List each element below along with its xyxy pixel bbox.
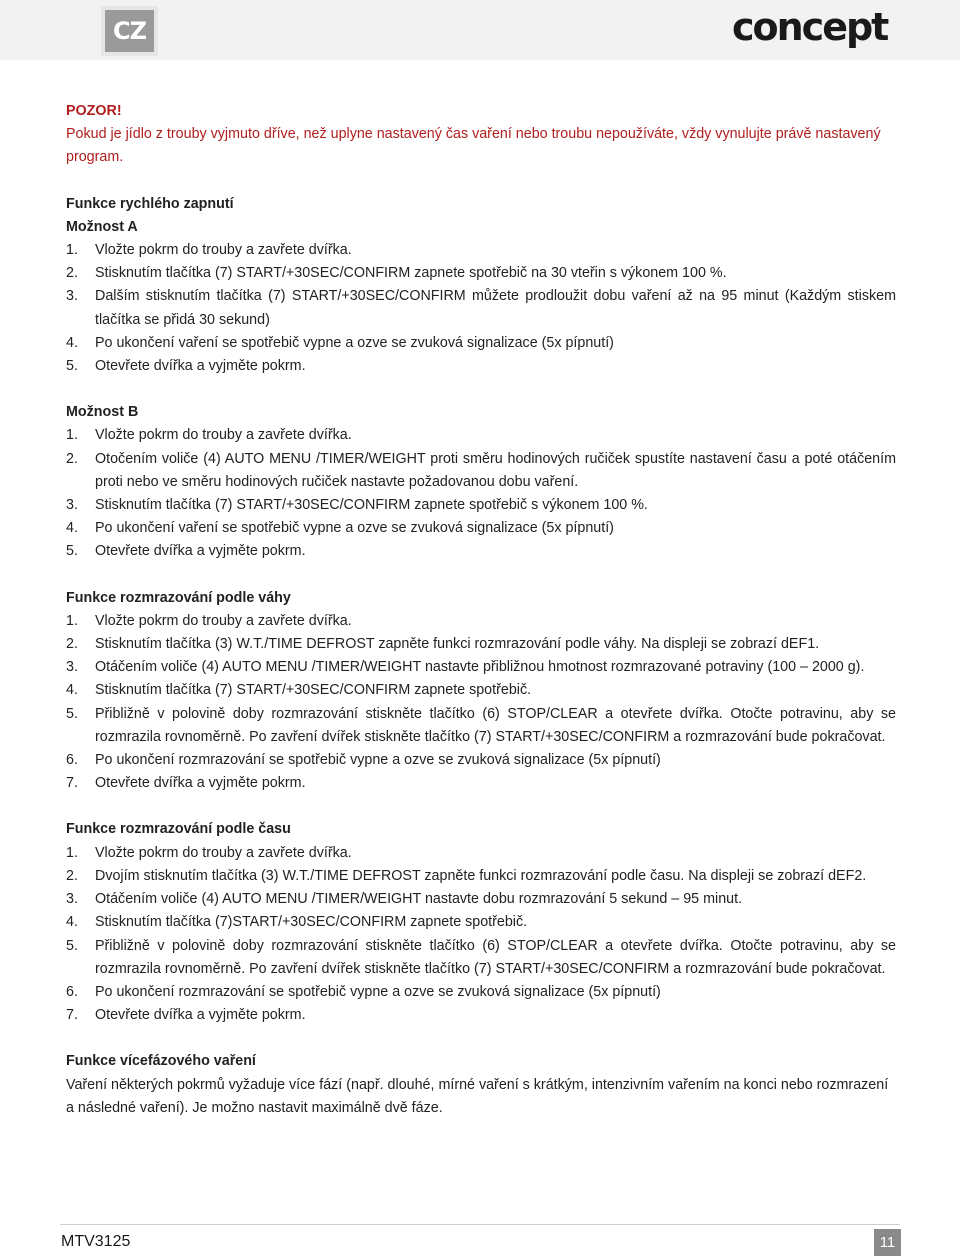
step-text: Po ukončení vaření se spotřebič vypne a ozve se zvuková signalizace (5x pípnutí) [95,334,614,351]
step-text: Otevřete dvířka a vyjměte pokrm. [95,543,306,560]
defrost-time-steps [66,842,896,1028]
manual-content [66,100,896,1120]
step-item [66,772,896,795]
step-item [66,540,896,563]
option-a-steps [66,239,896,378]
option-b-title: Možnost B [66,404,139,421]
step-item [66,494,896,517]
step-item [66,842,896,865]
step-number: 5. [66,358,78,375]
step-number: 1. [66,427,78,444]
step-text: Dalším stisknutím tlačítka (7) START/+30SEC/CONFIRM můžete prodloužit dobu vaření až na 95 minut (Každým stiskem tlačítka se přidá 30 sekund) [95,288,896,328]
step-number: 2. [66,867,78,884]
page-header [0,0,960,60]
step-item [66,239,896,262]
defrost-time-title: Funkce rozmrazování podle času [66,821,291,838]
step-number: 4. [66,334,78,351]
step-item [66,262,896,285]
step-item [66,424,896,447]
step-text: Otevřete dvířka a vyjměte pokrm. [95,1007,306,1024]
step-number: 1. [66,844,78,861]
defrost-weight-steps [66,610,896,796]
footer-divider [60,1224,900,1225]
step-text: Vložte pokrm do trouby a zavřete dvířka. [95,844,352,861]
step-item [66,285,896,331]
quick-start-title: Funkce rychlého zapnutí [66,195,234,212]
step-number: 3. [66,288,78,305]
step-number: 5. [66,543,78,560]
step-item [66,911,896,934]
option-a-title: Možnost A [66,218,138,235]
language-code: CZ [112,17,146,45]
step-number: 3. [66,497,78,514]
step-text: Otáčením voliče (4) AUTO MENU /TIMER/WEIGHT nastavte přibližnou hmotnost rozmrazované potraviny (100 – 2000 g). [95,659,865,676]
step-item [66,355,896,378]
step-number: 4. [66,682,78,699]
step-number: 3. [66,891,78,908]
step-text: Stisknutím tlačítka (7) START/+30SEC/CONFIRM zapnete spotřebič s výkonem 100 %. [95,497,648,514]
step-item [66,448,896,494]
step-number: 5. [66,937,78,954]
step-number: 7. [66,775,78,792]
step-item [66,633,896,656]
model-number: MTV3125 [61,1233,131,1250]
step-number: 7. [66,1007,78,1024]
step-text: Otočením voliče (4) AUTO MENU /TIMER/WEIGHT proti směru hodinových ručiček spustíte nastavení času a poté otáčením proti nebo ve směru hodinových ručiček nastavte požadovanou dobu vaření. [95,450,896,490]
step-text: Stisknutím tlačítka (7)START/+30SEC/CONFIRM zapnete spotřebič. [95,914,528,931]
step-number: 6. [66,752,78,769]
step-number: 4. [66,520,78,537]
step-text: Stisknutím tlačítka (3) W.T./TIME DEFROST zapněte funkci rozmrazování podle váhy. Na displeji se zobrazí dEF1. [95,636,820,653]
step-item [66,610,896,633]
multistage-text: Vaření některých pokrmů vyžaduje více fází (např. dlouhé, mírné vaření s krátkým, intenzivním vařením na konci nebo rozmrazení a následné vaření). Je možno nastavit maximálně dvě fáze. [66,1076,889,1116]
step-number: 5. [66,705,78,722]
step-item [66,679,896,702]
brand-logo: concept [732,5,888,49]
step-item [66,656,896,679]
step-item [66,888,896,911]
step-text: Vložte pokrm do trouby a zavřete dvířka. [95,427,352,444]
step-item [66,749,896,772]
language-badge [101,6,158,56]
step-text: Otevřete dvířka a vyjměte pokrm. [95,358,306,375]
step-number: 1. [66,242,78,259]
step-text: Vložte pokrm do trouby a zavřete dvířka. [95,242,352,259]
step-item [66,517,896,540]
step-number: 2. [66,636,78,653]
step-number: 3. [66,659,78,676]
page-number: 11 [874,1229,901,1256]
step-number: 2. [66,450,78,467]
step-text: Po ukončení rozmrazování se spotřebič vypne a ozve se zvuková signalizace (5x pípnutí) [95,983,661,1000]
step-text: Přibližně v polovině doby rozmrazování stiskněte tlačítko (6) STOP/CLEAR a otevřete dvířka. Otočte potravinu, aby se rozmrazila rovnoměrně. Po zavření dvířek stiskněte tlačítko (7) START/+30SEC/CONFIRM a rozmrazování bude pokračovat. [95,937,896,977]
step-item [66,332,896,355]
step-text: Stisknutím tlačítka (7) START/+30SEC/CONFIRM zapnete spotřebič. [95,682,532,699]
warning-label: POZOR! [66,103,122,119]
multistage-title: Funkce vícefázového vaření [66,1053,256,1070]
step-text: Otevřete dvířka a vyjměte pokrm. [95,775,306,792]
step-number: 4. [66,914,78,931]
step-number: 6. [66,983,78,1000]
step-text: Stisknutím tlačítka (7) START/+30SEC/CONFIRM zapnete spotřebič na 30 vteřin s výkonem 100 %. [95,265,727,282]
step-text: Po ukončení rozmrazování se spotřebič vypne a ozve se zvuková signalizace (5x pípnutí) [95,752,661,769]
step-item [66,703,896,749]
step-item [66,1004,896,1027]
step-text: Po ukončení vaření se spotřebič vypne a ozve se zvuková signalizace (5x pípnutí) [95,520,614,537]
step-item [66,981,896,1004]
step-item [66,865,896,888]
step-text: Dvojím stisknutím tlačítka (3) W.T./TIME DEFROST zapněte funkci rozmrazování podle času. Na displeji se zobrazí dEF2. [95,867,867,884]
step-text: Přibližně v polovině doby rozmrazování stiskněte tlačítko (6) STOP/CLEAR a otevřete dvířka. Otočte potravinu, aby se rozmrazila rovnoměrně. Po zavření dvířek stiskněte tlačítko (7) START/+30SEC/CONFIRM a rozmrazování bude pokračovat. [95,705,896,745]
step-item [66,935,896,981]
step-text: Vložte pokrm do trouby a zavřete dvířka. [95,612,352,629]
step-text: Otáčením voliče (4) AUTO MENU /TIMER/WEIGHT nastavte dobu rozmrazování 5 sekund – 95 minut. [95,891,743,908]
option-b-steps [66,424,896,563]
warning-text: Pokud je jídlo z trouby vyjmuto dříve, než uplyne nastavený čas vaření nebo troubu nepoužíváte, vždy vynulujte právě nastavený program. [66,126,881,166]
step-number: 1. [66,612,78,629]
defrost-weight-title: Funkce rozmrazování podle váhy [66,589,291,606]
step-number: 2. [66,265,78,282]
